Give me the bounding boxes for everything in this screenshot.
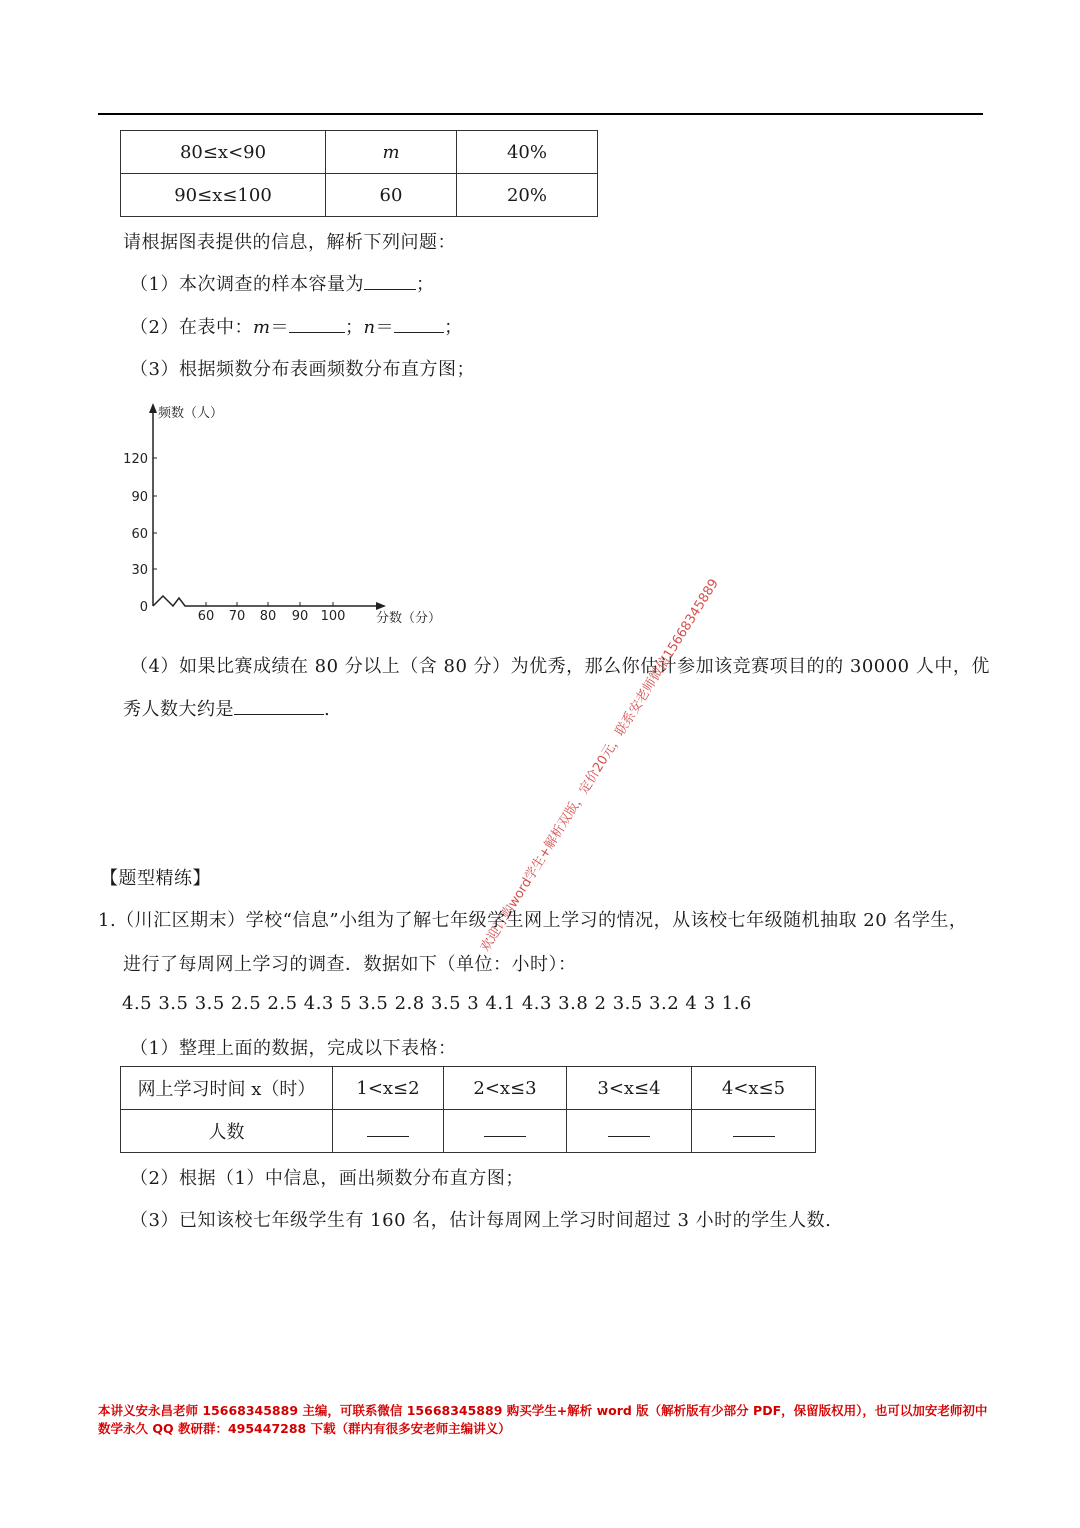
y-axis-arrow <box>149 403 157 413</box>
y-ticks <box>123 452 157 615</box>
sub-question-3: （3）已知该校七年级学生有 160 名，估计每周网上学习时间超过 3 小时的学生人数. <box>130 1210 832 1231</box>
answer-blank <box>608 1122 650 1137</box>
footer-line-2: 数学永久 QQ 教研群：495447288 下载（群内有很多安老师主编讲义） <box>98 1421 511 1436</box>
y-tick-label: 0 <box>139 600 148 615</box>
table-cell-blank <box>333 1110 444 1153</box>
question-2 <box>130 313 463 339</box>
answer-blank-n <box>394 314 444 333</box>
footer-line-1: 本讲义安永昌老师 15668345889 主编，可联系微信 15668345889 购买学生+解析 word 版（解析版有少部分 PDF，保留版权用），也可以加安老师初中 <box>98 1403 988 1418</box>
table-header-cell: 3<x≤4 <box>567 1067 692 1110</box>
problem-1-line2: 进行了每周网上学习的调查．数据如下（单位：小时）： <box>123 954 577 975</box>
y-tick-label: 60 <box>131 527 148 542</box>
table-row-label: 人数 <box>121 1110 333 1153</box>
equals-sign: ＝ <box>375 317 395 338</box>
x-tick-label: 70 <box>228 609 246 624</box>
answer-blank <box>733 1122 775 1137</box>
time-table <box>120 1066 816 1153</box>
y-tick-label: 90 <box>131 490 148 505</box>
header-rule <box>98 113 983 115</box>
var-n: n <box>363 317 376 338</box>
table-cell: 60 <box>326 174 457 217</box>
end-mark: . <box>324 699 331 720</box>
x-tick-label: 100 <box>320 609 346 624</box>
x-axis-arrow <box>376 602 386 610</box>
watermark: 欢迎订购word学生+解析双版，定价20元，联系安老师微信15668345889 <box>477 576 722 955</box>
table-cell: 40% <box>457 131 598 174</box>
answer-blank <box>364 271 416 290</box>
equals-sign: ＝ <box>270 317 290 338</box>
data-list: 4.5 3.5 3.5 2.5 2.5 4.3 5 3.5 2.8 3.5 3 4.1 4.3 3.8 2 3.5 3.2 4 3 1.6 <box>122 993 752 1014</box>
question-4-line1: （4）如果比赛成绩在 80 分以上（含 80 分）为优秀，那么你估计参加该竞赛项目的的 30000 人中，优 <box>130 656 990 677</box>
answer-blank <box>484 1122 526 1137</box>
y-axis-label: 频数（人） <box>158 406 224 421</box>
table-header-cell: 1<x≤2 <box>333 1067 444 1110</box>
table-cell: 90≤x≤100 <box>121 174 326 217</box>
frequency-table-fragment <box>120 130 598 217</box>
table-header-row <box>121 1067 816 1110</box>
table-header-cell: 2<x≤3 <box>444 1067 567 1110</box>
x-tick-label: 60 <box>197 609 215 624</box>
answer-blank <box>234 696 324 715</box>
table-header-cell: 网上学习时间 x（时） <box>121 1067 333 1110</box>
sub-question-1: （1）整理上面的数据，完成以下表格： <box>130 1038 457 1059</box>
table-row <box>121 1110 816 1153</box>
table-cell-blank <box>567 1110 692 1153</box>
table-cell-blank <box>692 1110 816 1153</box>
var-m: m <box>252 317 271 338</box>
section-title: 【题型精练】 <box>100 868 211 889</box>
table-row <box>121 174 598 217</box>
question-4-text: 秀人数大约是 <box>123 699 234 720</box>
x-tick-label: 80 <box>259 609 277 624</box>
sub-question-2: （2）根据（1）中信息，画出频数分布直方图； <box>130 1168 524 1189</box>
question-1-text: （1）本次调查的样本容量为 <box>130 274 364 295</box>
x-tick-label: 90 <box>291 609 309 624</box>
y-tick-label: 30 <box>131 563 148 578</box>
question-1: （1）本次调查的样本容量为 ； <box>130 270 434 296</box>
footer-note <box>98 1402 998 1438</box>
x-axis-label: 分数（分） <box>376 611 442 626</box>
question-3: （3）根据频数分布表画频数分布直方图； <box>130 359 475 380</box>
x-axis <box>153 596 378 606</box>
histogram-axes <box>100 395 460 635</box>
answer-blank <box>367 1122 409 1137</box>
problem-1-line1: 1.（川汇区期末）学校“信息”小组为了解七年级学生网上学习的情况，从该校七年级随机抽取 20 名学生， <box>98 910 968 931</box>
table-header-cell: 4<x≤5 <box>692 1067 816 1110</box>
question-4-line2 <box>123 695 330 721</box>
question-2-prefix: （2）在表中： <box>130 317 253 338</box>
end-mark: ； <box>444 317 463 338</box>
answer-blank-m <box>289 314 345 333</box>
separator: ； <box>345 317 364 338</box>
y-tick-label: 120 <box>123 452 148 467</box>
table-cell: 20% <box>457 174 598 217</box>
table-cell: m <box>326 131 457 174</box>
instruction-text: 请根据图表提供的信息，解析下列问题： <box>123 232 456 253</box>
table-cell-blank <box>444 1110 567 1153</box>
table-row <box>121 131 598 174</box>
table-cell: 80≤x<90 <box>121 131 326 174</box>
